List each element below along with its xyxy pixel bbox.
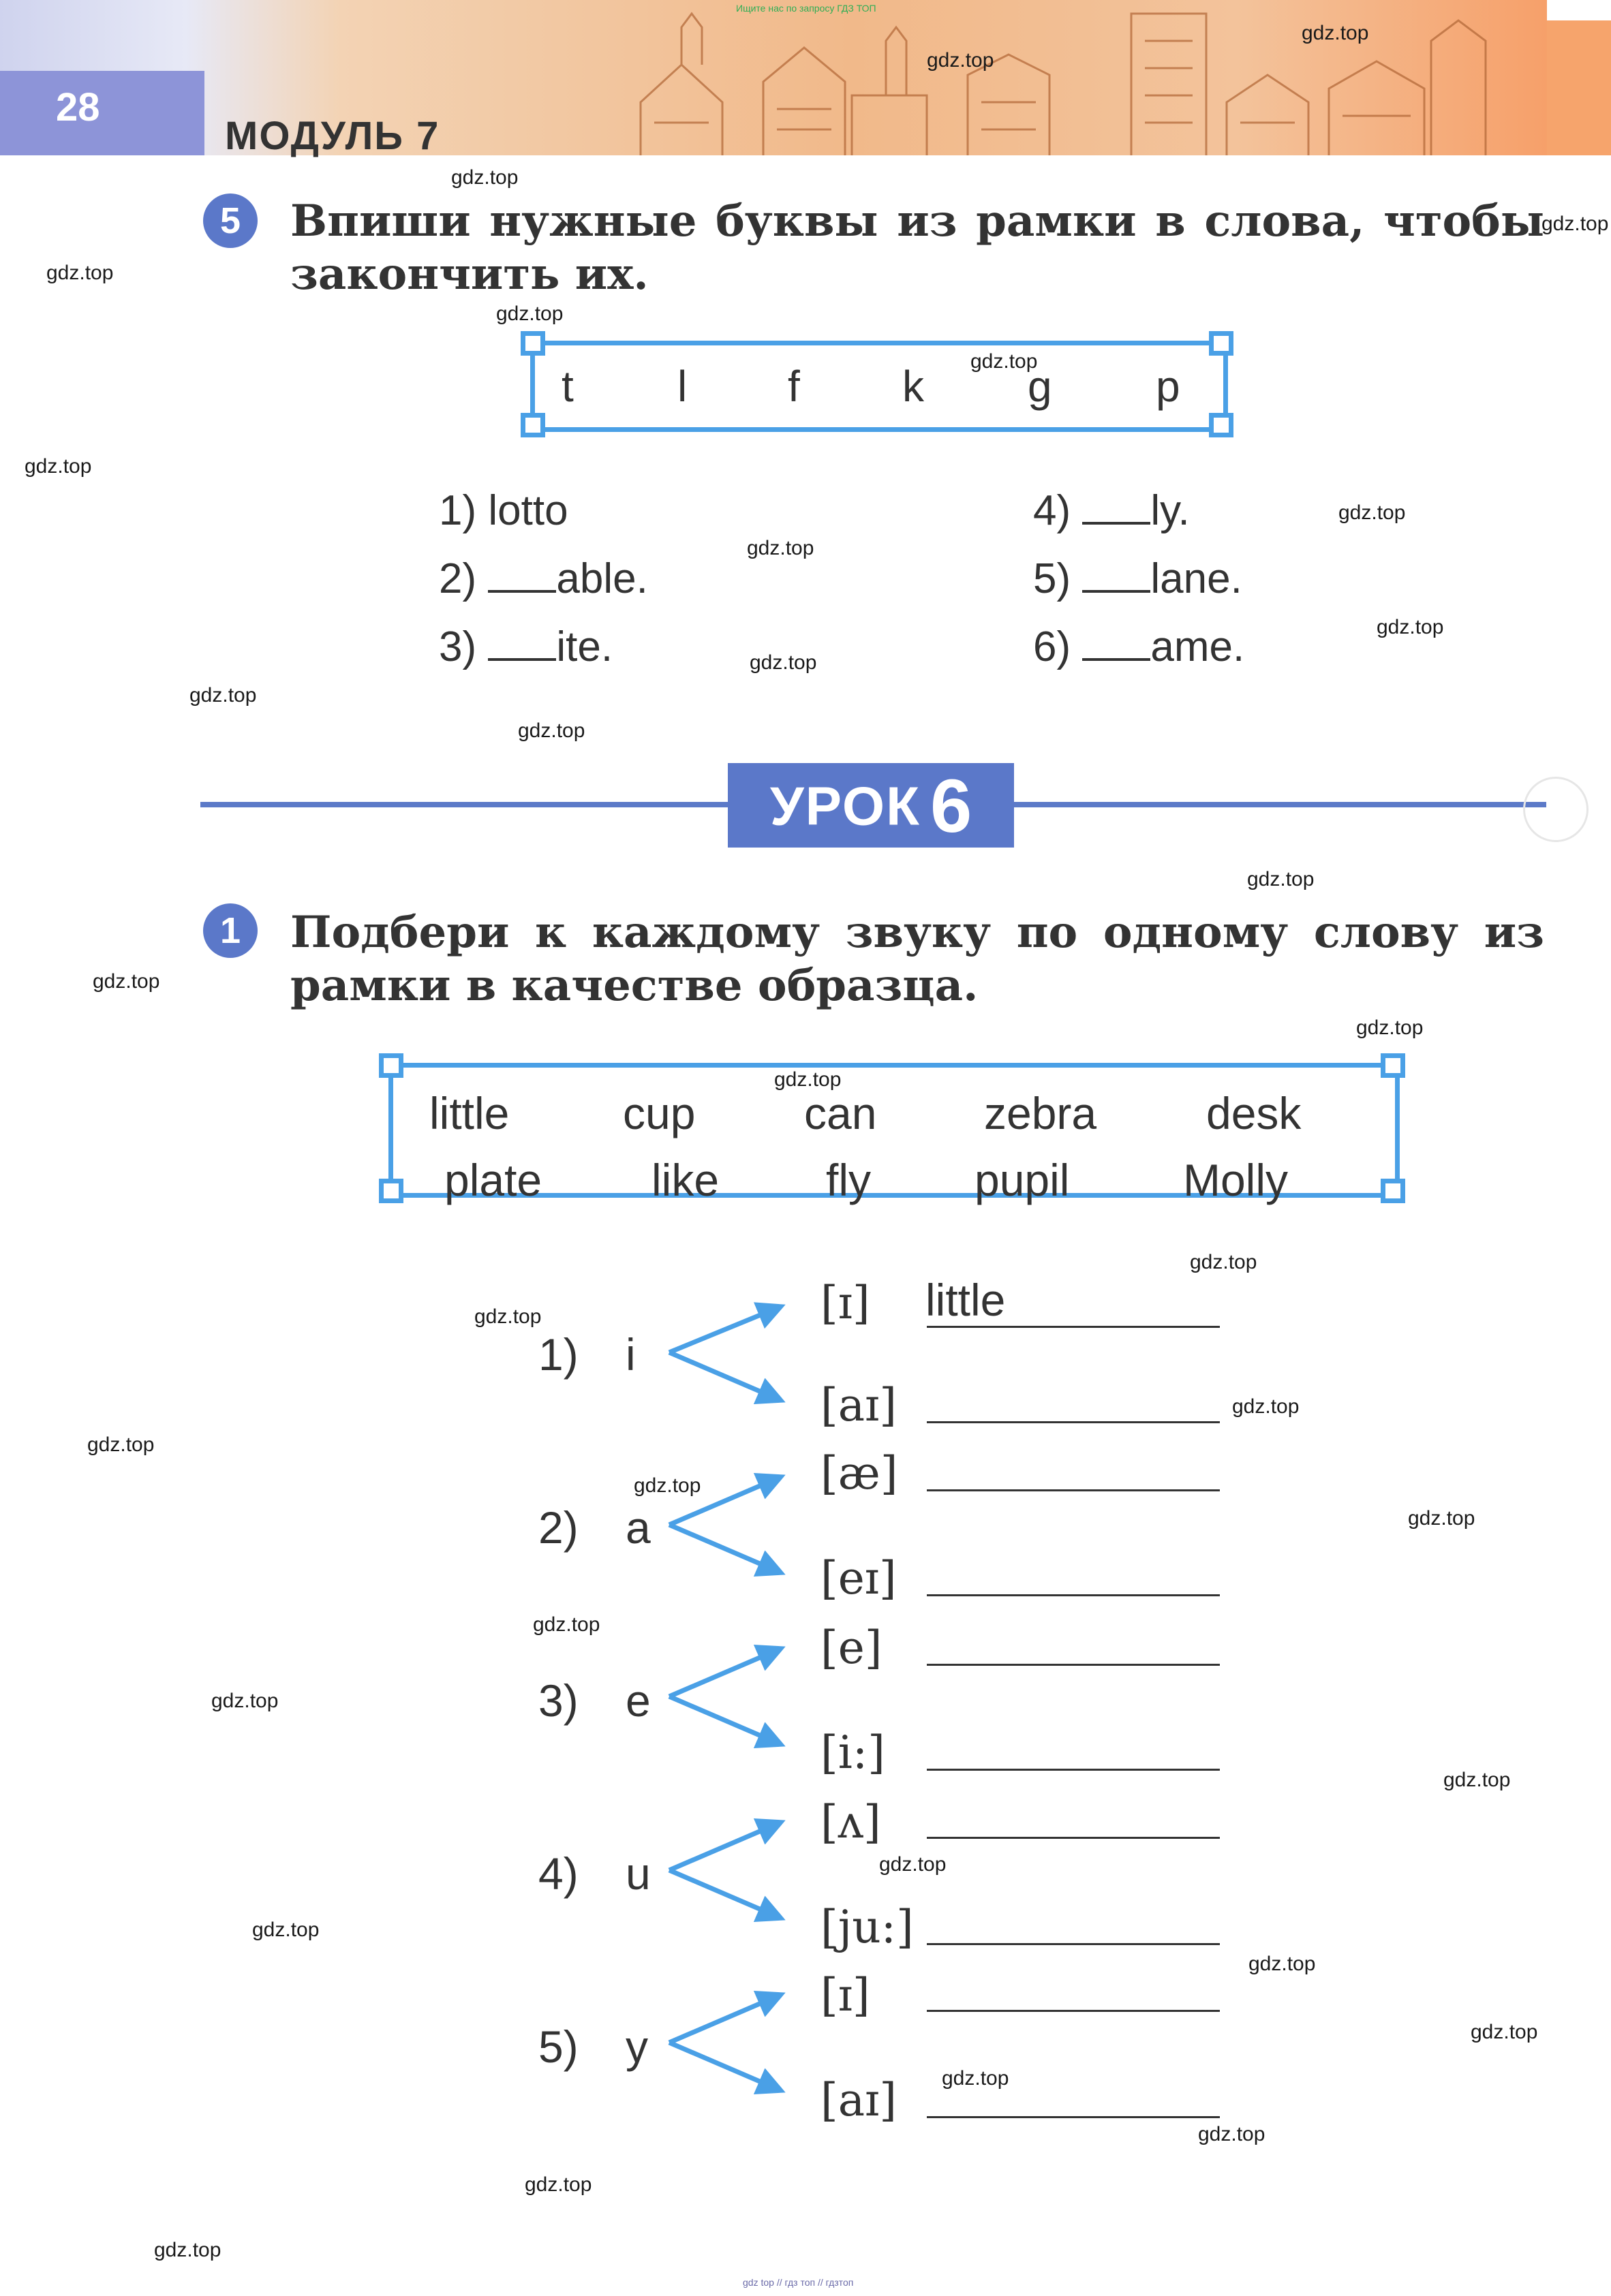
watermark: gdz.top xyxy=(1248,1953,1316,1975)
arrow-up xyxy=(669,1307,780,1352)
word-option: cup xyxy=(623,1088,696,1138)
phoneme-top: [æ] xyxy=(820,1447,898,1500)
exercise-5-item: 2) able. xyxy=(439,555,648,602)
answer-line[interactable] xyxy=(927,1489,1220,1491)
answer-line[interactable] xyxy=(927,1664,1220,1666)
letter-option: k xyxy=(902,362,924,411)
frame-corner xyxy=(1381,1053,1405,1078)
watermark: gdz.top xyxy=(879,1853,947,1876)
group-number: 4) xyxy=(538,1848,579,1899)
module-number: 7 xyxy=(416,114,440,158)
phoneme-bottom: [eɪ] xyxy=(820,1552,897,1604)
watermark: gdz.top xyxy=(1471,2021,1538,2043)
phoneme-top: [ʌ] xyxy=(820,1796,881,1848)
group-vowel: u xyxy=(626,1848,651,1899)
phoneme-bottom: [ju:] xyxy=(820,1901,914,1953)
watermark: gdz.top xyxy=(1247,868,1315,890)
page-number: 28 xyxy=(56,85,100,129)
answer-blank[interactable] xyxy=(488,624,556,661)
group-vowel: e xyxy=(626,1675,651,1726)
word-option: Molly xyxy=(1183,1155,1289,1205)
watermark: gdz.top xyxy=(750,651,817,674)
exercise-5-instruction: Впиши нужные буквы из рамки в слова, чтобы закончить их. xyxy=(290,196,1544,300)
watermark: gdz.top xyxy=(1302,22,1369,44)
answer-line[interactable] xyxy=(927,1943,1220,1945)
watermark: gdz.top xyxy=(1408,1507,1475,1530)
page-number-tab xyxy=(0,71,204,155)
watermark: gdz.top xyxy=(518,719,585,742)
group-vowel: i xyxy=(626,1329,636,1380)
answer-line[interactable] xyxy=(927,1837,1220,1839)
word-option: little xyxy=(429,1088,510,1138)
answer-blank[interactable] xyxy=(1082,624,1150,661)
arrows-diagram xyxy=(647,1281,797,2139)
exercise-5-item: 6) ame. xyxy=(1033,623,1245,670)
watermark: gdz.top xyxy=(1198,2123,1265,2145)
watermark: gdz.top xyxy=(211,1690,279,1712)
exercise-5-item: 4) ly. xyxy=(1033,487,1190,534)
watermark: gdz.top xyxy=(942,2067,1009,2090)
word-option: can xyxy=(804,1088,877,1138)
watermark: gdz.top xyxy=(46,262,114,284)
watermark: gdz.top xyxy=(451,166,519,189)
frame-corner xyxy=(521,331,545,356)
watermark: gdz.top xyxy=(774,1068,842,1091)
watermark: gdz.top xyxy=(1443,1769,1511,1791)
watermark: gdz.top xyxy=(93,970,160,993)
answer-line[interactable] xyxy=(927,1421,1220,1423)
phoneme-bottom: [aɪ] xyxy=(820,1379,897,1431)
answer-blank[interactable] xyxy=(1082,488,1150,525)
word-option: zebra xyxy=(984,1088,1097,1138)
module-word: МОДУЛЬ xyxy=(225,114,404,158)
watermark: gdz.top xyxy=(252,1919,320,1941)
phoneme-top: [e] xyxy=(820,1622,883,1674)
watermark: gdz.top xyxy=(1338,501,1406,524)
phoneme-bottom: [aɪ] xyxy=(820,2074,897,2126)
watermark: gdz.top xyxy=(1377,616,1444,638)
watermark: gdz.top xyxy=(1190,1251,1257,1273)
word-option: plate xyxy=(444,1155,542,1205)
watermark: gdz.top xyxy=(1232,1395,1300,1418)
watermark: gdz.top xyxy=(87,1433,155,1456)
arrow-up xyxy=(669,1995,780,2043)
word-option: desk xyxy=(1206,1088,1302,1138)
group-number: 5) xyxy=(538,2021,579,2072)
arrow-up xyxy=(669,1649,780,1696)
answer-line[interactable] xyxy=(927,1326,1220,1328)
watermark: gdz.top xyxy=(533,1613,600,1636)
footer-note: gdz top // гдз топ // гдзтоп xyxy=(743,2277,854,2288)
watermark: gdz.top xyxy=(970,350,1038,373)
answer-line[interactable] xyxy=(927,2116,1220,2118)
word-option: fly xyxy=(826,1155,871,1205)
letter-option: p xyxy=(1156,362,1180,411)
frame-corner xyxy=(1209,331,1233,356)
letter-option: t xyxy=(562,362,574,411)
watermark: gdz.top xyxy=(1541,213,1609,235)
letter-option: l xyxy=(677,362,688,411)
answer-blank[interactable] xyxy=(488,556,556,593)
lesson-title: УРОК 6 xyxy=(728,763,1014,848)
arrow-down xyxy=(669,1352,780,1400)
frame-corner xyxy=(521,413,545,437)
watermark: gdz.top xyxy=(496,302,564,325)
letter-option: f xyxy=(788,362,800,411)
arrow-down xyxy=(669,1525,780,1572)
exercise-5-item: 1) lotto xyxy=(439,487,568,534)
group-number: 1) xyxy=(538,1329,579,1380)
watermark: gdz.top xyxy=(525,2173,592,2196)
watermark: gdz.top xyxy=(747,537,814,559)
phoneme-bottom: [i:] xyxy=(820,1726,885,1779)
answer-line[interactable] xyxy=(927,2010,1220,2012)
phoneme-top: [ɪ] xyxy=(820,1969,870,2021)
frame-corner xyxy=(1209,413,1233,437)
header-right-tab xyxy=(1547,20,1611,155)
group-number: 2) xyxy=(538,1502,579,1553)
exercise-1-instruction: Подбери к каждому звуку по одному слову из рамки в качестве образца. xyxy=(290,907,1544,1011)
word-option: pupil xyxy=(975,1155,1070,1205)
answer-text: little xyxy=(925,1275,1006,1325)
phoneme-top: [ɪ] xyxy=(820,1277,870,1329)
answer-line[interactable] xyxy=(927,1769,1220,1771)
watermark: gdz.top xyxy=(634,1474,701,1497)
top-note: Ищите нас по запросу ГДЗ ТОП xyxy=(736,3,876,14)
exercise-5-item: 3) ite. xyxy=(439,623,613,670)
arrow-up xyxy=(669,1822,780,1870)
module-title xyxy=(225,113,440,159)
word-option: like xyxy=(651,1155,720,1205)
frame-corner xyxy=(379,1053,403,1078)
frame-corner xyxy=(379,1179,403,1203)
watermark: gdz.top xyxy=(25,455,92,478)
exercise-5-number: 5 xyxy=(203,193,258,248)
group-number: 3) xyxy=(538,1675,579,1726)
watermark: gdz.top xyxy=(474,1305,542,1328)
watermark: gdz.top xyxy=(927,49,994,72)
group-vowel: a xyxy=(626,1502,651,1553)
ghost-circle xyxy=(1523,777,1589,842)
letters-frame xyxy=(530,341,1228,432)
arrow-down xyxy=(669,2043,780,2090)
watermark: gdz.top xyxy=(154,2239,221,2261)
arrow-down xyxy=(669,1696,780,1744)
exercise-1-number: 1 xyxy=(203,903,258,958)
letter-option: g xyxy=(1028,362,1052,411)
exercise-5-item: 5) lane. xyxy=(1033,555,1242,602)
watermark: gdz.top xyxy=(189,684,257,707)
answer-line[interactable] xyxy=(927,1594,1220,1596)
frame-corner xyxy=(1381,1179,1405,1203)
watermark: gdz.top xyxy=(1356,1017,1424,1039)
group-vowel: y xyxy=(626,2021,648,2072)
answer-blank[interactable] xyxy=(1082,556,1150,593)
arrow-down xyxy=(669,1870,780,1918)
